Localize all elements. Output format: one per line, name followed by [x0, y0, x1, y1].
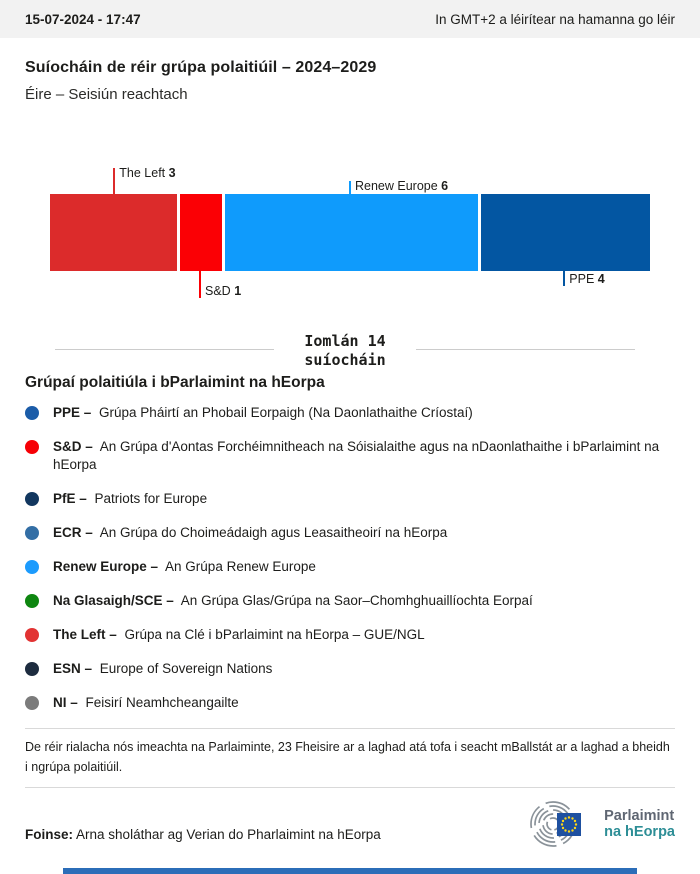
- legend-item-text: ECR – An Grúpa do Choimeádaigh agus Leasaitheoirí na hEorpa: [53, 525, 448, 540]
- legend-item: [25, 694, 675, 712]
- political-groups-legend: [25, 404, 675, 712]
- datetime-label: 15-07-2024 - 17:47: [25, 11, 141, 27]
- group-color-dot: [25, 560, 39, 574]
- stacked-bar: [50, 194, 650, 271]
- header-band: [0, 0, 700, 38]
- timezone-note: In GMT+2 a léirítear na hamanna go léir: [435, 11, 675, 27]
- group-color-dot: [25, 440, 39, 454]
- source-text: Arna sholáthar ag Verian do Pharlaimint na hEorpa: [76, 827, 381, 842]
- bar-label: PPE 4: [569, 272, 605, 286]
- group-color-dot: [25, 406, 39, 420]
- legend-item-text: PfE – Patriots for Europe: [53, 491, 208, 506]
- legend-item-text: Renew Europe – An Grúpa Renew Europe: [53, 559, 316, 574]
- legend-item-text: ESN – Europe of Sovereign Nations: [53, 661, 273, 676]
- source-divider: [25, 787, 675, 788]
- group-color-dot: [25, 526, 39, 540]
- legend-item: [25, 490, 675, 508]
- group-color-dot: [25, 492, 39, 506]
- legend-item: [25, 626, 675, 644]
- legend-item: [25, 592, 675, 610]
- bar-label: S&D 1: [205, 284, 242, 298]
- legend-item-text: PPE – Grúpa Pháirtí an Phobail Eorpaigh (Na Daonlathaithe Críostaí): [53, 405, 473, 420]
- page-subtitle: Éire – Seisiún reachtach: [25, 86, 188, 103]
- european-parliament-logo: [526, 798, 675, 850]
- bottom-accent-bar: [63, 868, 637, 874]
- bar-label: Renew Europe 6: [355, 179, 449, 193]
- legend-item-text: NI – Feisirí Neamhcheangailte: [53, 695, 239, 710]
- bar-segment-ppe[interactable]: [481, 194, 650, 271]
- logo-text-line2: na hEorpa: [604, 824, 675, 840]
- bar-label: The Left 3: [119, 166, 176, 180]
- group-color-dot: [25, 662, 39, 676]
- group-color-dot: [25, 594, 39, 608]
- source-label: Foinse:: [25, 827, 74, 842]
- total-seats-block: [55, 332, 635, 370]
- logo-text-line1: Parlaimint: [604, 808, 675, 824]
- legend-heading: Grúpaí polaitiúla i bParlaimint na hEorpa: [25, 374, 325, 391]
- bar-segment-renew-europe[interactable]: [225, 194, 478, 271]
- total-right-rule: [416, 349, 635, 350]
- bar-segment-the-left[interactable]: [50, 194, 177, 271]
- total-left-rule: [55, 349, 274, 350]
- legend-item-text: S&D – An Grúpa d'Aontas Forchéimnitheach na Sóisialaithe agus na nDaonlathaithe i bParlaimint na hEorpa: [53, 439, 660, 472]
- legend-item: [25, 438, 675, 474]
- seat-distribution-chart: [50, 161, 650, 306]
- footnote-divider: [25, 728, 675, 729]
- legend-item: [25, 660, 675, 678]
- group-color-dot: [25, 696, 39, 710]
- legend-item-text: Na Glasaigh/SCE – An Grúpa Glas/Grúpa na Saor–Chomhghuaillíochta Eorpaí: [53, 593, 533, 608]
- page-title: Suíocháin de réir grúpa polaitiúil – 2024–2029: [25, 59, 377, 76]
- source-line: [25, 827, 381, 842]
- legend-item: [25, 558, 675, 576]
- legend-item: [25, 404, 675, 422]
- total-seats-label: Iomlán 14 suíocháin: [304, 332, 386, 369]
- label-tick: [113, 168, 115, 194]
- footnote: De réir rialacha nós imeachta na Parlaiminte, 23 Fheisire ar a laghad atá tofa i seacht mBallstát ar a laghad a bheidh i ngrúpa polaitiúil.: [25, 740, 670, 774]
- label-tick: [199, 271, 201, 298]
- legend-item: [25, 524, 675, 542]
- legend-item-text: The Left – Grúpa na Clé i bParlaimint na hEorpa – GUE/NGL: [53, 627, 425, 642]
- label-tick: [563, 271, 565, 286]
- bar-segment-s-d[interactable]: [180, 194, 222, 271]
- ep-hemicycle-flag-icon: [526, 798, 596, 850]
- label-tick: [349, 181, 351, 194]
- group-color-dot: [25, 628, 39, 642]
